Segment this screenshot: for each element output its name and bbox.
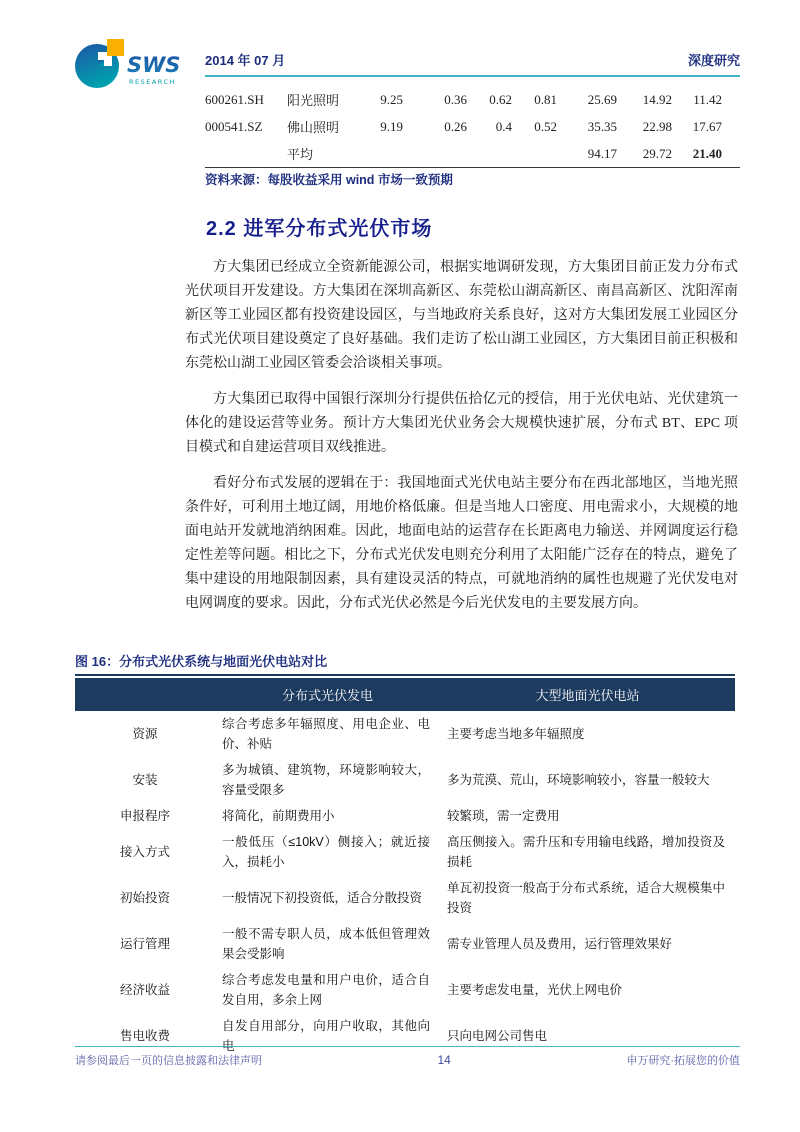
cell-distributed: 一般低压（≤10kV）侧接入；就近接入，损耗小 [222, 835, 430, 869]
sws-logo-icon [72, 34, 182, 92]
figure-16 [75, 651, 735, 1059]
section-body [185, 256, 738, 628]
cell-ground: 需专业管理人员及费用，运行管理效果好 [447, 937, 673, 951]
row-label: 申报程序 [119, 809, 170, 823]
header-distributed: 分布式光伏发电 [281, 688, 373, 703]
cell-ground: 较繁琐，需一定费用 [447, 809, 560, 823]
page-header [205, 50, 740, 77]
cell-distributed: 一般不需专职人员，成本低但管理效果会受影响 [222, 927, 430, 961]
cell-ground: 只向电网公司售电 [447, 1029, 548, 1043]
row-label: 经济收益 [119, 983, 170, 997]
cell-distributed: 一般情况下初投资低，适合分散投资 [222, 891, 423, 905]
svg-text:SWS: SWS [127, 53, 181, 77]
table-row [75, 875, 735, 921]
paragraph: 看好分布式发展的逻辑在于：我国地面式光伏电站主要分布在西北部地区，当地光照条件好，可利用土地辽阔，用地价格低廉。但是当地人口密度、用电需求小，大规模的地面电站开发就地消纳困难。因此，地面电站的运营存在长距离电力输送、并网调度运行稳定性差等问题。相比之下，分布式光伏发电则充分利用了太阳能广泛存在的特点，避免了集中建设的用地限制因素，具有建设灵活的特点，可就地消纳的属性也规避了光伏发电对电网调度的要求。因此，分布式光伏必然是今后光伏发电的主要发展方向。 [185, 476, 738, 611]
cell-distributed: 综合考虑发电量和用户电价，适合自发自用，多余上网 [222, 973, 430, 1007]
footer-slogan: 申万研究·拓展您的价值 [626, 1055, 740, 1067]
page-footer [75, 1046, 740, 1068]
average-label: 平均 [287, 147, 314, 162]
table-row-average [205, 140, 722, 167]
comparison-table-header [75, 678, 735, 711]
cell-ground: 主要考虑当地多年辐照度 [447, 727, 585, 741]
table-row [75, 757, 735, 803]
sws-logo [72, 34, 182, 97]
stock-name: 阳光照明 [287, 93, 340, 108]
figure-title: 图 16：分布式光伏系统与地面光伏电站对比 [75, 651, 735, 676]
paragraph: 方大集团已取得中国银行深圳分行提供伍拾亿元的授信，用于光伏电站、光伏建筑一体化的建设运营等业务。预计方大集团光伏业务会大规模快速扩展，分布式 BT、EPC 项目模式和自建运营项目双线推进。 [185, 392, 738, 455]
row-label: 资源 [132, 727, 158, 741]
cell-ground: 高压侧接入。需升压和专用输电线路，增加投资及损耗 [447, 835, 725, 869]
cell-value-average: 21.40 [692, 145, 722, 161]
cell-value: 17.67 [692, 118, 722, 134]
cell-ground: 主要考虑发电量，光伏上网电价 [447, 983, 623, 997]
paragraph: 方大集团已经成立全资新能源公司，根据实地调研发现，方大集团目前正发力分布式光伏项目开发建设。方大集团在深圳高新区、东莞松山湖高新区、南昌高新区、沈阳浑南新区等工业园区都有投资建设园区，与当地政府关系良好，这对方大集团发展工业园区分布式光伏项目建设奠定了良好基础。我们走访了松山湖工业园区，方大集团目前正积极和东莞松山湖工业园区管委会洽谈相关事项。 [185, 260, 738, 371]
cell-value: 25.69 [587, 91, 617, 107]
cell-value: 0.36 [444, 91, 467, 107]
cell-ground: 单瓦初投资一般高于分布式系统，适合大规模集中投资 [447, 881, 725, 915]
cell-value: 0.62 [489, 91, 512, 107]
cell-value: 0.81 [534, 91, 557, 107]
header-ground: 大型地面光伏电站 [535, 688, 640, 703]
cell-value: 14.92 [642, 91, 672, 107]
row-label: 运行管理 [119, 937, 170, 951]
stock-name: 佛山照明 [287, 120, 340, 135]
row-label: 接入方式 [119, 845, 170, 859]
row-label: 安装 [132, 773, 158, 787]
report-date: 2014 年 07 月 [205, 53, 286, 68]
cell-value: 9.19 [380, 118, 403, 134]
cell-value: 0.4 [495, 118, 512, 134]
table-row [75, 803, 735, 829]
cell-value: 11.42 [693, 91, 722, 107]
cell-ground: 多为荒漠、荒山，环境影响较小，容量一般较大 [447, 773, 710, 787]
section-heading: 2.2 进军分布式光伏市场 [206, 218, 433, 240]
cell-value: 94.17 [587, 145, 617, 161]
cell-distributed: 自发自用部分，向用户收取，其他向电 [222, 1019, 430, 1053]
svg-text:RESEARCH: RESEARCH [129, 78, 176, 86]
stock-valuation-table [205, 86, 740, 168]
cell-distributed: 多为城镇、建筑物，环境影响较大，容量受限多 [222, 763, 430, 797]
table-row [205, 86, 722, 113]
row-label: 初始投资 [119, 891, 170, 905]
page-number: 14 [437, 1053, 451, 1067]
stock-code: 600261.SH [205, 91, 264, 107]
table-row [205, 113, 722, 140]
stock-code: 000541.SZ [205, 118, 263, 134]
cell-value: 0.26 [444, 118, 467, 134]
cell-value: 29.72 [642, 145, 672, 161]
cell-value: 22.98 [642, 118, 672, 134]
source-note: 资料来源：每股收益采用 wind 市场一致预期 [205, 173, 453, 187]
footer-disclaimer: 请参阅最后一页的信息披露和法律声明 [75, 1055, 262, 1067]
cell-distributed: 综合考虑多年辐照度、用电企业、电价、补贴 [222, 717, 430, 751]
table-row [75, 829, 735, 875]
cell-value: 35.35 [587, 118, 617, 134]
row-label: 售电收费 [119, 1029, 170, 1043]
report-type: 深度研究 [687, 53, 740, 68]
table-row [75, 711, 735, 757]
cell-value: 0.52 [534, 118, 557, 134]
cell-value: 9.25 [380, 91, 403, 107]
cell-distributed: 将简化，前期费用小 [222, 809, 335, 823]
table-row [75, 967, 735, 1013]
table-row [75, 921, 735, 967]
